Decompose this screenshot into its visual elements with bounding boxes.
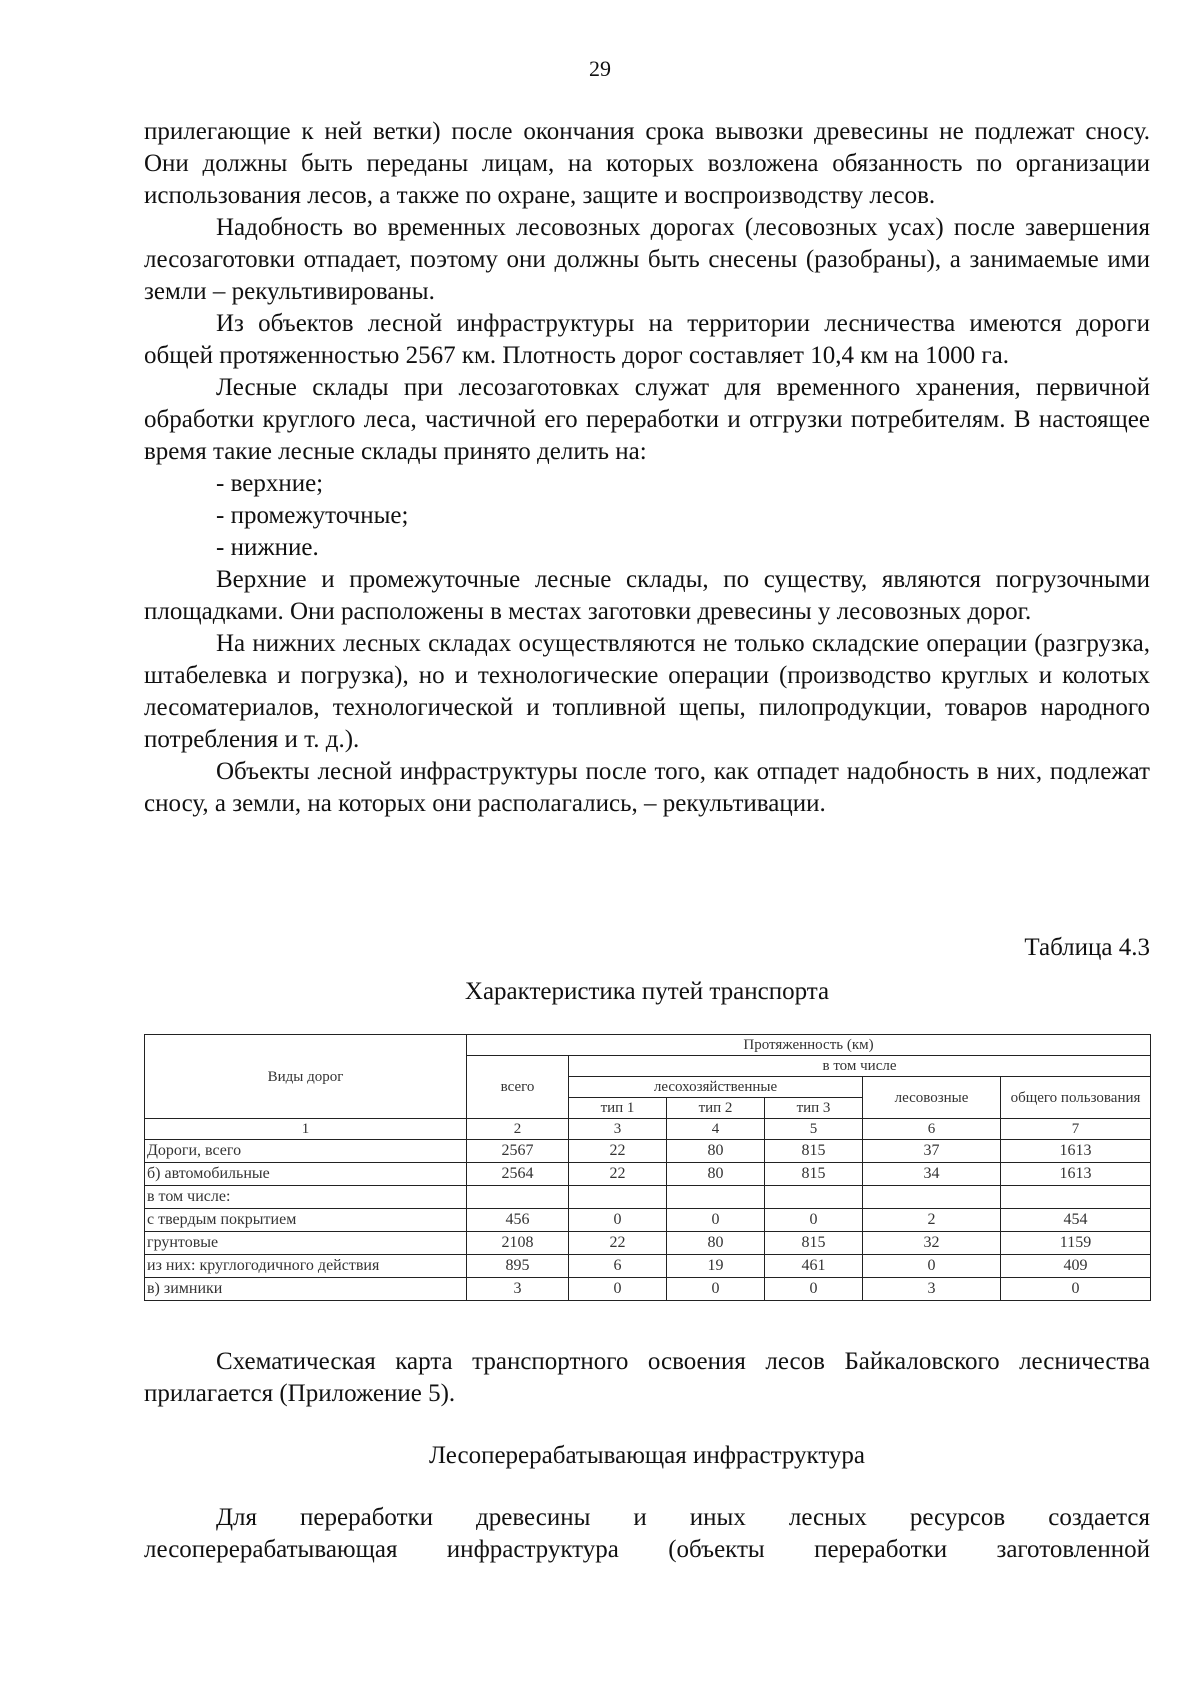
table-row: [145, 1278, 1151, 1301]
header-public: общего пользования: [1001, 1077, 1151, 1119]
cell: 815: [765, 1163, 863, 1186]
column-number: 1: [145, 1119, 467, 1140]
after-table-text: [144, 1346, 1150, 1410]
cell: 6: [569, 1255, 667, 1278]
paragraph: Надобность во временных лесовозных дорогах (лесовозных усах) после завершения лесозаготовки отпадает, поэтому они должны быть снесены (разобраны), а занимаемые ими земли – рекультивированы.: [144, 214, 1150, 305]
column-number: 4: [667, 1119, 765, 1140]
cell: 895: [467, 1255, 569, 1278]
table-title: Характеристика путей транспорта: [464, 978, 830, 1005]
column-number: 3: [569, 1119, 667, 1140]
header-type2: тип 2: [667, 1098, 765, 1119]
header-total: всего: [467, 1056, 569, 1119]
cell: 34: [863, 1163, 1001, 1186]
row-name: Дороги, всего: [145, 1140, 467, 1163]
cell: 2: [863, 1209, 1001, 1232]
table-row: [145, 1255, 1151, 1278]
header-including: в том числе: [569, 1056, 1151, 1077]
cell: [765, 1186, 863, 1209]
table-row: [145, 1140, 1151, 1163]
table-row: [145, 1163, 1151, 1186]
cell: 456: [467, 1209, 569, 1232]
table-row: [145, 1186, 1151, 1209]
body-text: [144, 116, 1150, 820]
row-name: б) автомобильные: [145, 1163, 467, 1186]
cell: 0: [765, 1209, 863, 1232]
cell: 461: [765, 1255, 863, 1278]
paragraph: прилегающие к ней ветки) после окончания срока вывозки древесины не подлежат сносу. Они должны быть переданы лицам, на которых возложена обязанность по организации использования лесов, а также по охране, защите и воспроизводству лесов.: [144, 118, 1150, 209]
row-name: грунтовые: [145, 1232, 467, 1255]
cell: 22: [569, 1140, 667, 1163]
list-item: - верхние;: [216, 470, 324, 497]
cell: 0: [863, 1255, 1001, 1278]
roads-table: [144, 1034, 1151, 1301]
row-name: из них: круглогодичного действия: [145, 1255, 467, 1278]
cell: [1001, 1186, 1151, 1209]
row-name: в) зимники: [145, 1278, 467, 1301]
section-heading: Лесоперерабатывающая инфраструктура: [428, 1442, 866, 1469]
cell: 815: [765, 1140, 863, 1163]
header-length: Протяженность (км): [467, 1035, 1151, 1056]
cell: 3: [467, 1278, 569, 1301]
list-item: - промежуточные;: [216, 502, 409, 529]
header-road-types: Виды дорог: [145, 1035, 467, 1119]
cell: 22: [569, 1232, 667, 1255]
cell: [467, 1186, 569, 1209]
column-number: 2: [467, 1119, 569, 1140]
cell: 2108: [467, 1232, 569, 1255]
cell: 0: [1001, 1278, 1151, 1301]
cell: 22: [569, 1163, 667, 1186]
cell: [667, 1186, 765, 1209]
column-numbers-row: [145, 1119, 1151, 1140]
table-row: [145, 1209, 1151, 1232]
cell: 0: [765, 1278, 863, 1301]
cell: 32: [863, 1232, 1001, 1255]
cell: 3: [863, 1278, 1001, 1301]
final-text: [144, 1502, 1150, 1566]
paragraph: Объекты лесной инфраструктуры после того, как отпадет надобность в них, подлежат сносу, а земли, на которых они располагались, – рекультивации.: [144, 758, 1150, 817]
cell: 80: [667, 1163, 765, 1186]
cell: 37: [863, 1140, 1001, 1163]
column-number: 7: [1001, 1119, 1151, 1140]
header-type1: тип 1: [569, 1098, 667, 1119]
header-type3: тип 3: [765, 1098, 863, 1119]
paragraph: Лесные склады при лесозаготовках служат для временного хранения, первичной обработки круглого леса, частичной его переработки и отгрузки потребителям. В настоящее время такие лесные склады принято делить на:: [144, 374, 1150, 465]
cell: 19: [667, 1255, 765, 1278]
cell: [569, 1186, 667, 1209]
table-label: Таблица 4.3: [1024, 934, 1150, 961]
cell: 454: [1001, 1209, 1151, 1232]
header-forestry: лесохозяйственные: [569, 1077, 863, 1098]
cell: [863, 1186, 1001, 1209]
paragraph: Для переработки древесины и иных лесных ресурсов создается лесоперерабатывающая инфраструктура (объекты переработки заготовленной: [144, 1504, 1150, 1563]
cell: 80: [667, 1140, 765, 1163]
table-row: [145, 1232, 1151, 1255]
cell: 2567: [467, 1140, 569, 1163]
page-number: 29: [589, 56, 611, 81]
header-logging: лесовозные: [863, 1077, 1001, 1119]
row-name: в том числе:: [145, 1186, 467, 1209]
list-item: - нижние.: [216, 534, 319, 561]
cell: 409: [1001, 1255, 1151, 1278]
cell: 1159: [1001, 1232, 1151, 1255]
column-number: 5: [765, 1119, 863, 1140]
cell: 0: [569, 1209, 667, 1232]
paragraph: На нижних лесных складах осуществляются не только складские операции (разгрузка, штабелевка и погрузка), но и технологические операции (производство круглых и колотых лесоматериалов, технологической и топливной щепы, пилопродукции, товаров народного потребления и т. д.).: [144, 630, 1150, 753]
cell: 1613: [1001, 1163, 1151, 1186]
paragraph: Верхние и промежуточные лесные склады, по существу, являются погрузочными площадками. Они расположены в местах заготовки древесины у лесовозных дорог.: [144, 566, 1150, 625]
paragraph: Схематическая карта транспортного освоения лесов Байкаловского лесничества прилагается (Приложение 5).: [144, 1348, 1150, 1407]
column-number: 6: [863, 1119, 1001, 1140]
cell: 1613: [1001, 1140, 1151, 1163]
cell: 80: [667, 1232, 765, 1255]
row-name: с твердым покрытием: [145, 1209, 467, 1232]
cell: 0: [667, 1278, 765, 1301]
paragraph: Из объектов лесной инфраструктуры на территории лесничества имеются дороги общей протяженностью 2567 км. Плотность дорог составляет 10,4 км на 1000 га.: [144, 310, 1150, 369]
cell: 815: [765, 1232, 863, 1255]
cell: 2564: [467, 1163, 569, 1186]
cell: 0: [569, 1278, 667, 1301]
cell: 0: [667, 1209, 765, 1232]
